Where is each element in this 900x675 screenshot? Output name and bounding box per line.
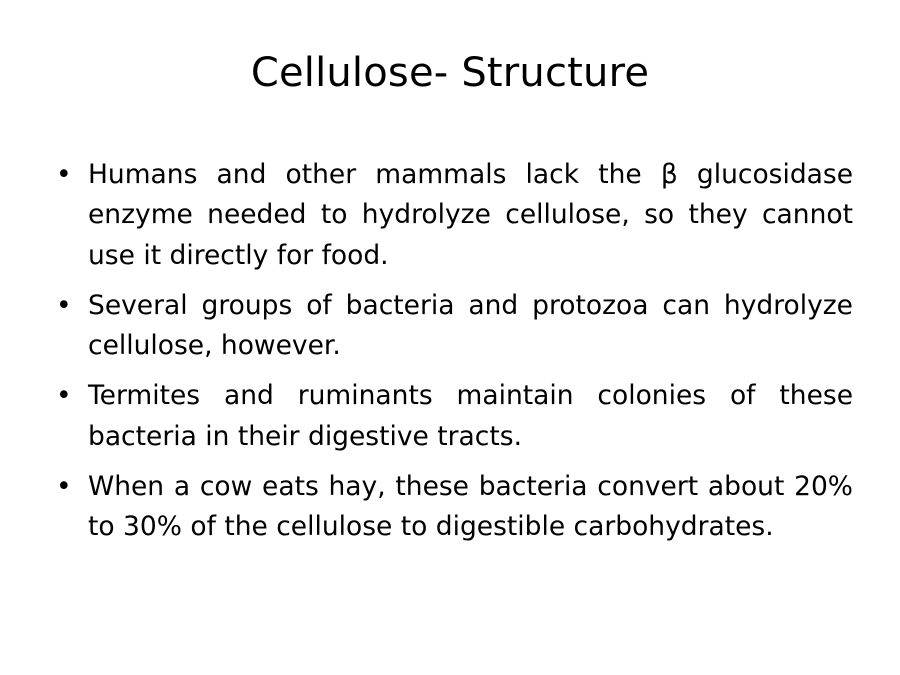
list-item-text: Humans and other mammals lack the β glucosidase enzyme needed to hydrolyze cellulose, so they cannot use it directly for food. xyxy=(88,159,853,271)
list-item xyxy=(48,155,853,276)
bullet-marker: • xyxy=(56,289,72,321)
list-item xyxy=(48,467,853,548)
bullet-marker: • xyxy=(56,159,72,190)
list-item xyxy=(48,286,853,367)
bullet-marker: • xyxy=(56,470,72,502)
list-item-text: When a cow eats hay, these bacteria convert about 20% to 30% of the cellulose to digestible carbohydrates. xyxy=(88,470,853,543)
bullet-list xyxy=(48,155,853,547)
list-item-text: Termites and ruminants maintain colonies of these bacteria in their digestive tracts. xyxy=(88,380,853,452)
bullet-marker: • xyxy=(56,380,72,412)
list-item xyxy=(48,376,853,457)
page-title: Cellulose- Structure xyxy=(250,50,650,96)
list-item-text: Several groups of bacteria and protozoa can hydrolyze cellulose, however. xyxy=(88,289,853,362)
